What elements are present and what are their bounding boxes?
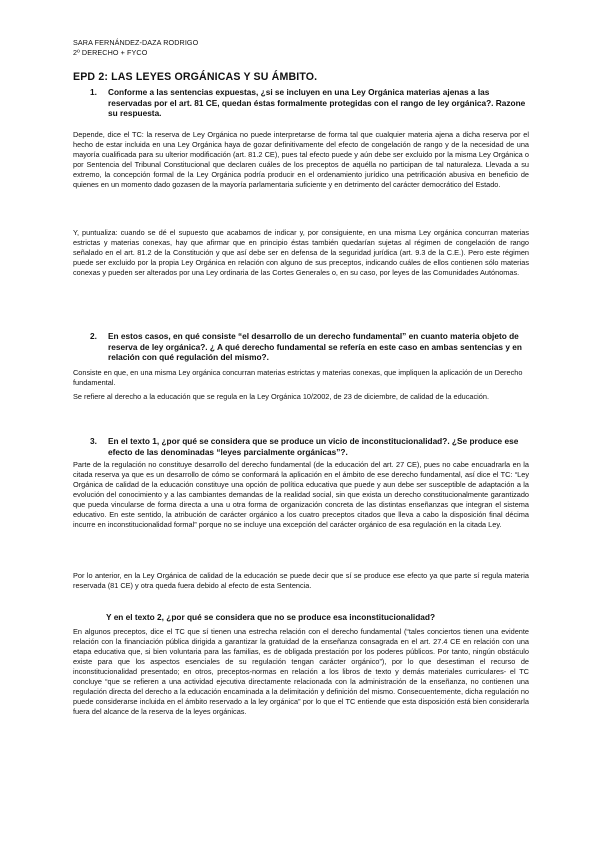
answer-2-paragraph-1: Consiste en que, en una misma Ley orgánica concurran materias estrictas y materias conexas, que impliquen la aplicación de un Derecho fundamental.	[73, 368, 523, 387]
answer-1-paragraph-1: Depende, dice el TC: la reserva de Ley Orgánica no puede interpretarse de forma tal que cualquier materia ajena a dicha reserva por el hecho de estar incluida en una Ley Orgánica haya de gozar definitivamente del efecto de congelación de rango y de la necesidad de una mayoría cualificada para su ulterior modificación (art. 81.2 CE), pues tal efecto puede y aún debe ser excluido por la misma Ley Orgánica o por Sentencia del Tribunal Constitucional que declaren cuáles de los preceptos de aquélla no participan de tal naturaleza. Llevada a su extremo, la concepción formal de la Ley Orgánica podría producir en el ordenamiento jurídico una petrificación abusiva en beneficio de quienes en un momento dado gozasen de la mayoría parlamentaria suficiente y en detrimento del carácter democrático del Estado.	[73, 130, 529, 189]
question-3-number: 3.	[90, 436, 97, 446]
answer-3-paragraph-2: Por lo anterior, en la Ley Orgánica de calidad de la educación se puede decir que sí se produce ese efecto ya que parte sí regula materia reservada (81 CE) y otra queda fuera debido al efecto de esta Sentencia.	[73, 571, 529, 590]
question-1	[90, 87, 528, 119]
document-header	[73, 38, 198, 57]
answer-3-paragraph-1: Parte de la regulación no constituye desarrollo del derecho fundamental (de la educación del art. 27 CE), pues no cabe encuadrarla en la citada reserva ya que es un desarrollo de cómo se conformará la aplicación en el ámbito de ese derecho fundamental, así dice el TC: “Ley Orgánica de calidad de la educación constituye una opción de política educativa que puede y aun debe ser susceptible de adaptación a la evolución del conocimiento y a las cambiantes demandas de la realidad social, sin que exista un derecho constitucionalmente garantizado que pueda vincularse de forma directa a una u otra forma de organización concreta de las distintas enseñanzas que integran el sistema educativo. En este sentido, la atribución de carácter orgánico a los cuatro preceptos citados que lleva a cabo la disposición final décima incurre en inconstitucionalidad formal” porque no se incluye una excepción del carácter orgánico de esa regulación en la citada Ley.	[73, 460, 529, 529]
question-2-number: 2.	[90, 331, 97, 341]
answer-2-paragraph-2: Se refiere al derecho a la educación que se regula en la Ley Orgánica 10/2002, de 23 de diciembre, de calidad de la educación.	[73, 392, 490, 401]
question-2	[90, 331, 528, 363]
answer-4-paragraph-1: En algunos preceptos, dice el TC que sí tienen una estrecha relación con el derecho fundamental (“tales conciertos tienen una evidente relación con la financiación pública dirigida a garantizar la gratuidad de la enseñanza consagrada en el art. 27.4 CE en relación con una etapa educativa que, si bien voluntaria para las familias, es de obligada prestación por los poderes públicos. Por tanto, ningún obstáculo existe para que los aspectos esenciales de su regulación tengan carácter orgánico”), por lo que desestiman el recurso de inconstitucionalidad presentado; en otros, preceptos-normas en relación a los libros de texto y demás materiales curriculares- el TC concluye “que se refieren a una actividad ejecutiva directamente relacionada con la administración de la enseñanza, no contienen una regulación directa del derecho a la educación encaminada a la delimitación y definición del mismo. Consecuentemente, dicha regulación no puede considerarse incluida en el ámbito reservado a la ley orgánica” por lo que el TC entiende que esta disposición está bien considerarla fuera del alcance de la reserva de la leyes orgánicas.	[73, 627, 529, 716]
author-name: SARA FERNÁNDEZ-DAZA RODRIGO	[73, 38, 199, 47]
question-2-text: En estos casos, en qué consiste “el desarrollo de un derecho fundamental” en cuanto materia objeto de reserva de ley orgánica?. ¿ A qué derecho fundamental se refería en este caso en ambas sentencias y en relación con qué regulación del mismo?.	[108, 331, 522, 363]
document-title: EPD 2: LAS LEYES ORGÁNICAS Y SU ÁMBITO.	[73, 71, 318, 83]
question-4-text: Y en el texto 2, ¿por qué se considera que no se produce esa inconstitucionalidad?	[106, 612, 436, 622]
course-name: 2º DERECHO + FYCO	[73, 47, 148, 57]
question-3-text: En el texto 1, ¿por qué se considera que se produce un vicio de inconstitucionalidad?. ¿Se produce ese efecto de las denominadas “leyes parcialmente orgánicas”?.	[108, 436, 519, 457]
question-1-text: Conforme a las sentencias expuestas, ¿si se incluyen en una Ley Orgánica materias ajenas a las reservadas por el art. 81 CE, quedan éstas formalmente protegidas con el rango de ley orgánica?. Razone su respuesta.	[108, 87, 526, 119]
question-3	[90, 436, 528, 457]
question-1-number: 1.	[90, 87, 97, 97]
question-4	[106, 612, 526, 623]
answer-1-paragraph-2: Y, puntualiza: cuando se dé el supuesto que acabamos de indicar y, por consiguiente, en una misma Ley orgánica concurran materias estrictas y materias conexas, hay que afirmar que en principio éstas también quedarían sujetas al régimen de congelación de rango señalado en el art. 81.2 de la Constitución y que así debe ser en defensa de la seguridad jurídica (art. 9.3 de la C.E.). Pero este régimen puede ser excluido por la propia Ley Orgánica en relación con alguno de sus preceptos, indicando cuáles de ellos contienen sólo materias conexas y pueden ser alterados por una Ley ordinaria de las Cortes Generales o, en su caso, por leyes de las Comunidades Autónomas.	[73, 228, 529, 277]
